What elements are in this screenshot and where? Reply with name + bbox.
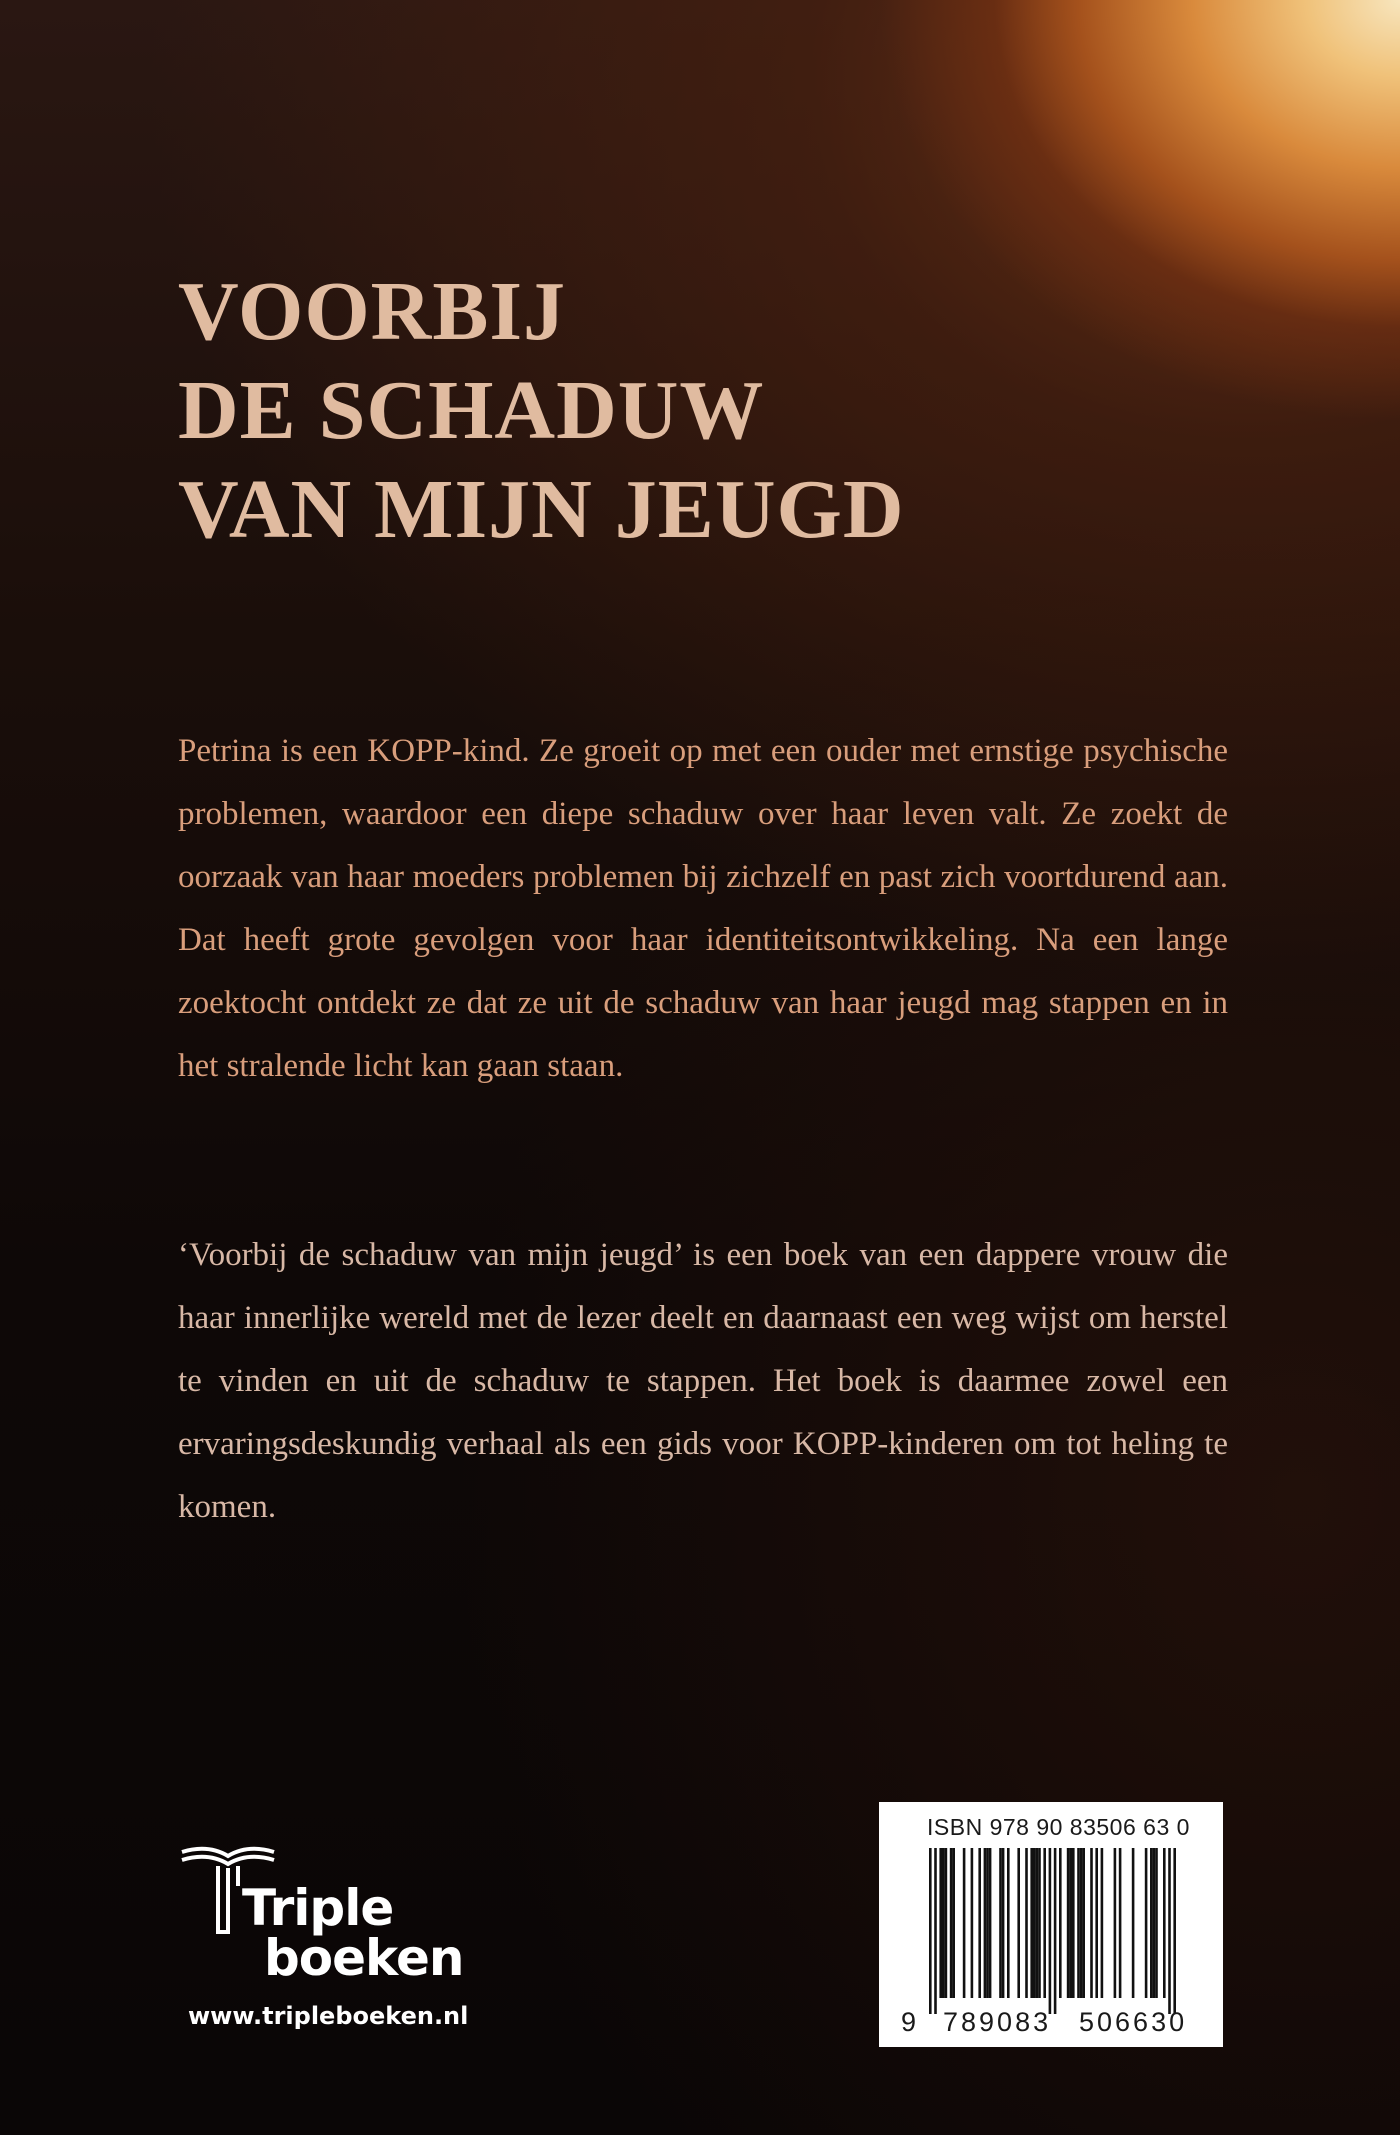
barcode-bar (1007, 1848, 1010, 1998)
barcode-bar (1030, 1848, 1033, 1998)
barcode-guard-bar (1173, 1848, 1176, 2014)
publisher-logo (178, 1846, 478, 2046)
barcode-bar (1059, 1848, 1062, 1998)
barcode-bar (989, 1848, 992, 1998)
barcode-bar (1155, 1848, 1158, 1998)
blurb-paragraph-2: ‘Voorbij de schaduw van mijn jeugd’ is een boek van een dappere vrouw die haar innerlijke wereld met de lezer deelt en daarnaast een weg wijst om herstel te vinden en uit de schaduw te stappen. Het boek is daarmee zowel een ervaringsdeskundig verhaal als een gids voor KOPP-kinderen om tot heling te komen. (178, 1237, 1228, 1525)
barcode-bar (1017, 1848, 1020, 1998)
barcode-bar (963, 1848, 966, 1998)
barcode-bar (1101, 1848, 1104, 1998)
barcode-bar (1119, 1848, 1122, 1998)
barcode-guard-bar (1049, 1848, 1052, 2014)
barcode-bar (978, 1848, 981, 1998)
barcode-bar (971, 1848, 974, 1998)
isbn-barcode (879, 1802, 1223, 2047)
barcode-bar (942, 1848, 945, 1998)
ean-left-digits: 789083 (943, 2007, 1052, 2037)
barcode-bar (984, 1848, 987, 1998)
barcode-bar (1036, 1848, 1039, 1998)
barcode-bar (1132, 1848, 1135, 1998)
barcode-bar (1067, 1848, 1070, 1998)
barcode-bar (1153, 1848, 1156, 1998)
barcode-bar (1080, 1848, 1083, 1998)
publisher-name-line-1: Triple (242, 1879, 394, 1937)
barcode-bar (1163, 1848, 1166, 1998)
barcode-bar (1114, 1848, 1117, 1998)
barcode-bar (952, 1848, 955, 1998)
publisher-website: www.tripleboeken.nl (188, 2002, 469, 2030)
isbn-label: ISBN 978 90 83506 63 0 (927, 1814, 1190, 1840)
publisher-name-line-2: boeken (264, 1929, 464, 1987)
ean-lead-digit: 9 (901, 2007, 920, 2037)
barcode-bar (1025, 1848, 1028, 1998)
barcode-guard-bar (1054, 1848, 1057, 2014)
ean-right-digits: 506630 (1079, 2007, 1188, 2037)
barcode-bar (1072, 1848, 1075, 1998)
title-line-2: DE SCHADUW (178, 364, 765, 457)
barcode-bar (999, 1848, 1002, 1998)
barcode-bar (1043, 1848, 1046, 1998)
barcode-guard-bar (934, 1848, 937, 2014)
barcode-bar (1038, 1848, 1041, 1998)
barcode-bar (1095, 1848, 1098, 1998)
barcode-bar (1002, 1848, 1005, 1998)
barcode-bar (1145, 1848, 1148, 1998)
title-line-1: VOORBIJ (178, 265, 567, 358)
barcode-bar (1077, 1848, 1080, 1998)
barcode-bar (1069, 1848, 1072, 1998)
barcode-bar (1082, 1848, 1085, 1998)
barcode-bar (1090, 1848, 1093, 1998)
title-line-3: VAN MIJN JEUGD (178, 463, 905, 556)
book-title (178, 262, 904, 559)
barcode-bar (945, 1848, 948, 1998)
barcode-guard-bar (929, 1848, 932, 2014)
blurb-paragraph-1: Petrina is een KOPP-kind. Ze groeit op met een ouder met ernstige psychische problemen, waardoor een diepe schaduw over haar leven valt. Ze zoekt de oorzaak van haar moeders problemen bij zichzelf en past zich voortdurend aan. Dat heeft grote gevolgen voor haar identiteitsontwikkeling. Na een lange zoektocht ontdekt ze dat ze uit de schaduw van haar jeugd mag stappen en in het stralende licht kan gaan staan. (178, 733, 1228, 1084)
barcode-bar (986, 1848, 989, 1998)
barcode-bar (1033, 1848, 1036, 1998)
barcode-bar (950, 1848, 953, 1998)
barcode-bar (939, 1848, 942, 1998)
barcode-bar (1150, 1848, 1153, 1998)
barcode-guard-bar (1168, 1848, 1171, 2014)
